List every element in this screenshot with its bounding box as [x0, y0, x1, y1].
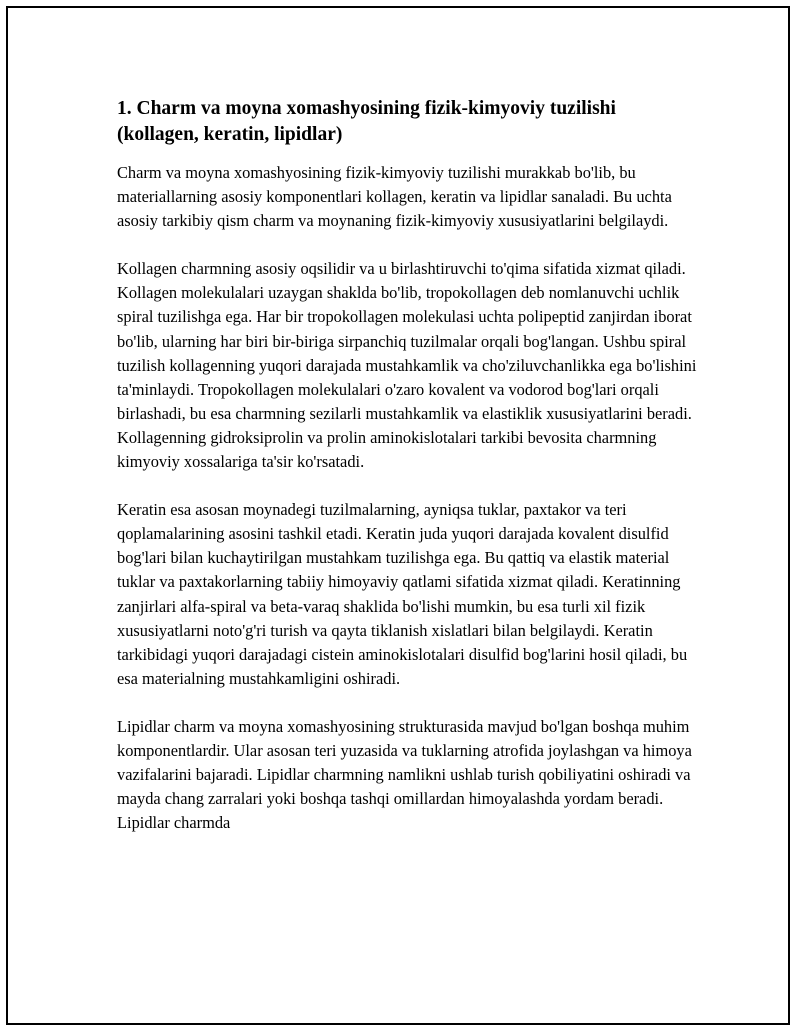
paragraph-collagen: Kollagen charmning asosiy oqsilidir va u birlashtiruvchi to'qima sifatida xizmat qiladi. Kollagen molekulalari uzaygan shaklda bo'lib, tropokollagen deb nomlanuvchi uchlik spiral tuzilishga ega. Har bir tropokollagen molekulasi uchta polipeptid zanjirdan iborat bo'lib, ularning har biri bir-biriga sirpanchiq tuzilmalar orqali bog'langan. Ushbu spiral tuzilish kollagenning yuqori darajada mustahkamlik va cho'ziluvchanlikka ega bo'lishini ta'minlaydi. Tropokollagen molekulalari o'zaro kovalent va vodorod bog'lari orqali birlashadi, bu esa charmning sezilarli mustahkamlik va elastiklik xususiyatlarini beradi. Kollagenning gidroksiprolin va prolin aminokislotalari tarkibi bevosita charmning kimyoviy xossalariga ta'sir ko'rsatadi. — [117, 259, 697, 472]
document-body — [117, 96, 697, 835]
paragraph-lipids: Lipidlar charm va moyna xomashyosining strukturasida mavjud bo'lgan boshqa muhim komponentlardir. Ular asosan teri yuzasida va tuklarning atrofida joylashgan va himoya vazifalarini bajaradi. Lipidlar charmning namlikni ushlab turish qobiliyatini oshiradi va mayda chang zarralari yoki boshqa tashqi omillardan himoyalashda yordam beradi. Lipidlar charmda — [117, 716, 692, 833]
paragraph-keratin: Keratin esa asosan moynadegi tuzilmalarning, ayniqsa tuklar, paxtakor va teri qoplamalarining asosini tashkil etadi. Keratin juda yuqori darajada kovalent disulfid bog'lari bilan kuchaytirilgan mustahkam tuzilishga ega. Bu qattiq va elastik material tuklar va paxtakorlarning tabiiy himoyaviy qatlami sifatida xizmat qiladi. Keratinning zanjirlari alfa-spiral va beta-varaq shaklida bo'lishi mumkin, bu esa turli xil fizik xususiyatlarni noto'g'ri turish va qayta tiklanish xislatlari bilan belgilaydi. Keratin tarkibidagi yuqori darajadagi cistein aminokislotalari disulfid bog'larini hosil qiladi, bu esa materialning mustahkamligini oshiradi. — [117, 500, 688, 688]
paragraph-intro: Charm va moyna xomashyosining fizik-kimyoviy tuzilishi murakkab bo'lib, bu materiallarning asosiy komponentlari kollagen, keratin va lipidlar sanaladi. Bu uchta asosiy tarkibiy qism charm va moynaning fizik-kimyoviy xususiyatlarini belgilaydi. — [117, 163, 672, 231]
section-heading: 1. Charm va moyna xomashyosining fizik-kimyoviy tuzilishi (kollagen, keratin, lipidlar) — [117, 98, 616, 145]
